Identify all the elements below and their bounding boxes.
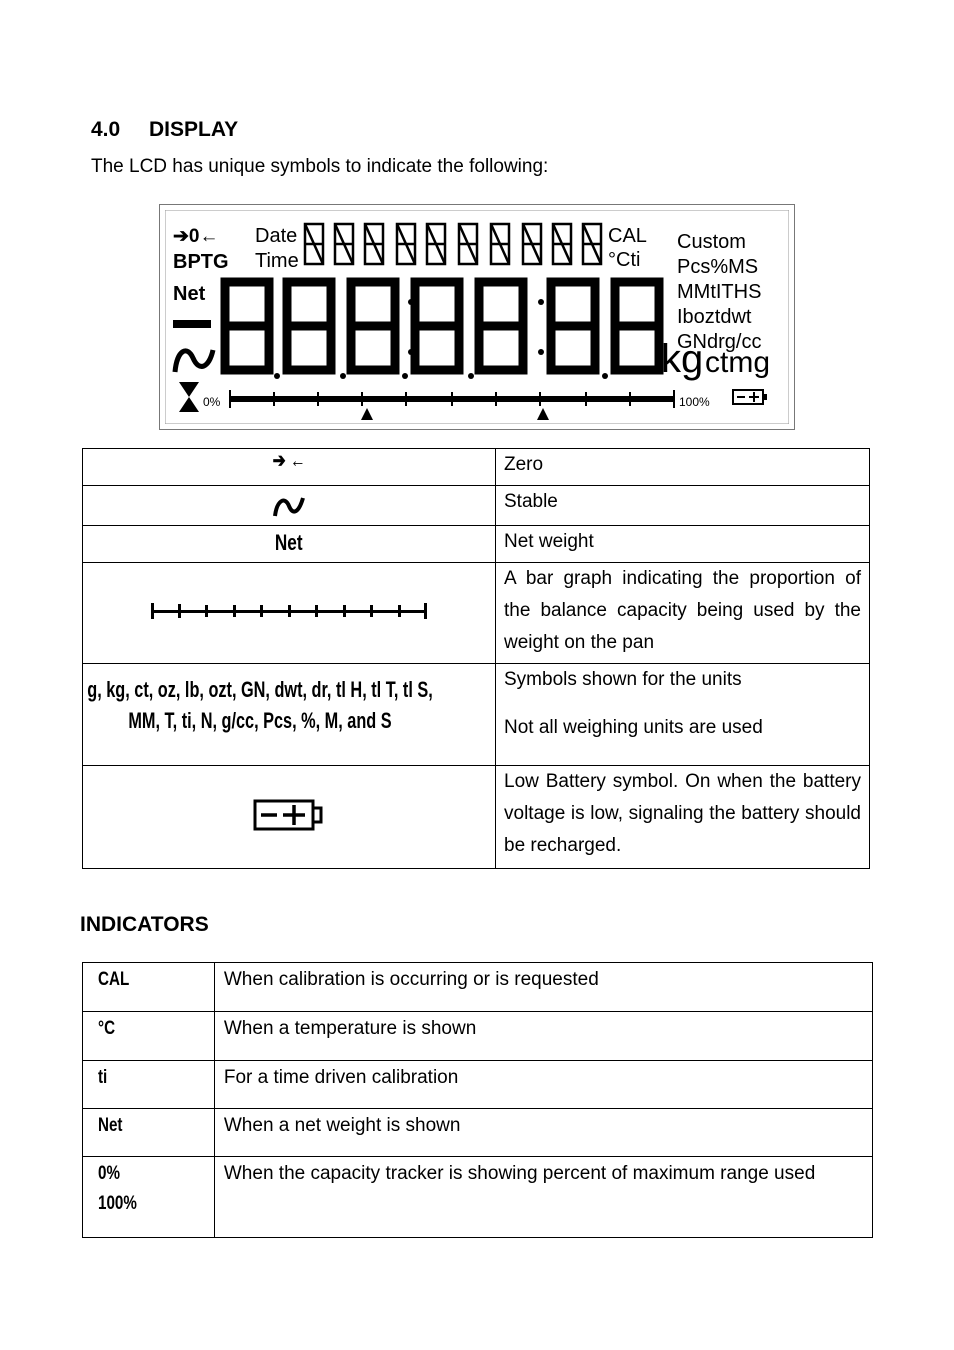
symbol-stable-cell bbox=[83, 486, 496, 526]
intro-text: The LCD has unique symbols to indicate the following: bbox=[91, 156, 549, 177]
symbol-net-cell bbox=[83, 526, 496, 563]
table-row bbox=[83, 1012, 873, 1061]
symbol-zero-cell bbox=[83, 449, 496, 486]
stable-icon bbox=[271, 490, 307, 520]
lcd-unit-line-3: MMtITHS bbox=[677, 281, 762, 303]
lcd-unit-line-2: Pcs%MS bbox=[677, 256, 759, 278]
table-row bbox=[83, 526, 870, 563]
indicator-label: CAL bbox=[83, 963, 215, 1012]
symbol-battery-cell bbox=[83, 766, 496, 869]
indicator-label: °C bbox=[83, 1012, 215, 1061]
lcd-unit-line-4: Iboztdwt bbox=[677, 306, 752, 328]
table-row bbox=[83, 1157, 873, 1238]
description-cell: A bar graph indicating the proportion of the balance capacity being used by the weight on the pan bbox=[496, 563, 870, 664]
table-row bbox=[83, 563, 870, 664]
lcd-unit-line-5: GNdrg/cc bbox=[677, 331, 762, 353]
indicator-text: When a temperature is shown bbox=[214, 1012, 872, 1061]
lcd-illustration bbox=[165, 210, 789, 424]
indicator-text: When the capacity tracker is showing percent of maximum range used bbox=[214, 1157, 872, 1238]
description-cell bbox=[496, 664, 870, 766]
lcd-net-label: Net bbox=[173, 283, 206, 305]
units-note: Not all weighing units are used bbox=[504, 717, 763, 738]
lcd-cti-label: °Cti bbox=[608, 249, 641, 271]
battery-icon bbox=[253, 799, 325, 831]
lcd-ctmg-label: ctmg bbox=[705, 346, 771, 379]
table-row bbox=[83, 766, 870, 869]
net-symbol: Net bbox=[275, 530, 303, 555]
symbol-bargraph-cell bbox=[83, 563, 496, 664]
indicator-text: When a net weight is shown bbox=[214, 1109, 872, 1157]
indicator-label: 0% 100% bbox=[83, 1157, 215, 1238]
table-row bbox=[83, 486, 870, 526]
indicator-text: When calibration is occurring or is requested bbox=[214, 963, 872, 1012]
lcd-cal-label: CAL bbox=[608, 225, 647, 247]
description-cell: Zero bbox=[496, 449, 870, 486]
indicator-label: ti bbox=[83, 1061, 215, 1109]
section-number: 4.0 bbox=[91, 118, 121, 141]
units-list: g, kg, ct, oz, lb, ozt, GN, dwt, dr, tl H, tl T, tl S, MM, T, ti, N, g/cc, Pcs, %, M, and S bbox=[87, 677, 433, 733]
table-row bbox=[83, 1109, 873, 1157]
lcd-bptg-label: BPTG bbox=[173, 251, 229, 273]
lcd-time-label: Time bbox=[255, 250, 299, 272]
symbol-units-cell bbox=[83, 664, 496, 766]
lcd-pct100-label: 100% bbox=[679, 395, 710, 409]
lcd-date-label: Date bbox=[255, 225, 298, 247]
section-heading bbox=[91, 118, 238, 142]
table-row bbox=[83, 963, 873, 1012]
lcd-display-figure bbox=[159, 204, 795, 430]
indicator-text: For a time driven calibration bbox=[214, 1061, 872, 1109]
table-row bbox=[83, 449, 870, 486]
indicators-heading: INDICATORS bbox=[80, 913, 209, 936]
lcd-pct0-label: 0% bbox=[203, 395, 221, 409]
zero-arrows-icon: ➔ ← bbox=[272, 450, 306, 472]
section-title: DISPLAY bbox=[149, 118, 239, 141]
indicators-table bbox=[82, 962, 873, 1238]
lcd-zero-label: ➔0← bbox=[173, 226, 219, 247]
table-row bbox=[83, 1061, 873, 1109]
lcd-unit-line-1: Custom bbox=[677, 231, 746, 253]
lcd-kg-label: kg bbox=[661, 337, 704, 381]
description-cell: Low Battery symbol. On when the battery voltage is low, signaling the battery should be recharged. bbox=[496, 766, 870, 869]
description-cell: Net weight bbox=[496, 526, 870, 563]
symbols-table bbox=[82, 448, 870, 869]
units-description: Symbols shown for the units bbox=[504, 669, 742, 690]
table-row bbox=[83, 664, 870, 766]
indicator-label: Net bbox=[83, 1109, 215, 1157]
bar-graph-icon bbox=[151, 602, 427, 620]
description-cell: Stable bbox=[496, 486, 870, 526]
lcd-minus-sign bbox=[173, 320, 211, 328]
